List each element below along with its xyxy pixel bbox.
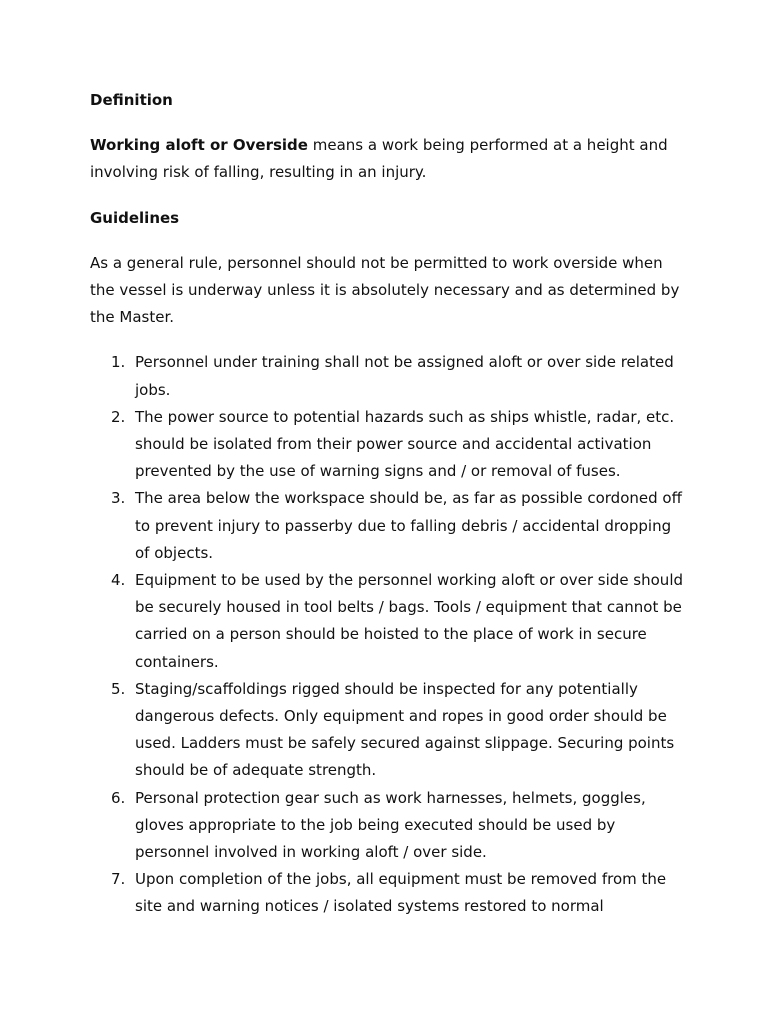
list-item-number: 3. <box>111 489 126 508</box>
list-item-text: Upon completion of the jobs, all equipment must be removed from the site and warning notices / isolated systems restored to normal <box>135 870 667 916</box>
intro-paragraph: As a general rule, personnel should not be permitted to work overside when the vessel is underway unless it is absolutely necessary and as determined by the Master. <box>90 253 680 327</box>
guidelines-heading: Guidelines <box>90 208 180 227</box>
list-item-text: Staging/scaffoldings rigged should be inspected for any potentially dangerous defects. Only equipment and ropes in good order should be used. Ladders must be safely secured against slippage. Securing points should be of adequate strength. <box>135 679 675 780</box>
list-item-number: 4. <box>111 571 126 590</box>
definition-text: means a work being performed at a height and involving risk of falling, resulting in an injury. <box>90 136 668 182</box>
list-item <box>90 404 688 486</box>
definition-heading: Definition <box>90 91 173 109</box>
list-item-text: Equipment to be used by the personnel working aloft or over side should be securely housed in tool belts / bags. Tools / equipment that cannot be carried on a person should be hoisted to the place of work in secure containers. <box>135 571 684 671</box>
list-item-number: 7. <box>111 870 126 889</box>
list-item-text: Personnel under training shall not be assigned aloft or over side related jobs. <box>135 353 674 399</box>
definition-term: Working aloft or Overside <box>90 136 308 155</box>
list-item-number: 2. <box>111 407 126 426</box>
list-item <box>90 567 688 676</box>
list-item-number: 6. <box>111 788 126 807</box>
list-item-text: Personal protection gear such as work harnesses, helmets, goggles, gloves appropriate to the job being executed should be used by personnel involved in working aloft / over side. <box>135 788 646 862</box>
list-item-text: The area below the workspace should be, as far as possible cordoned off to prevent injury to passerby due to falling debris / accidental dropping of objects. <box>135 489 682 562</box>
list-item-text: The power source to potential hazards such as ships whistle, radar, etc. should be isolated from their power source and accidental activation prevented by the use of warning signs and / or removal of fuses. <box>135 407 675 481</box>
list-item-number: 5. <box>111 679 126 698</box>
list-item-number: 1. <box>111 353 126 372</box>
definition-paragraph <box>90 132 688 186</box>
list-item <box>90 785 688 867</box>
list-item <box>90 349 688 403</box>
guidelines-list <box>90 349 688 920</box>
list-item <box>90 485 688 567</box>
list-item <box>90 866 688 920</box>
list-item <box>90 676 688 785</box>
